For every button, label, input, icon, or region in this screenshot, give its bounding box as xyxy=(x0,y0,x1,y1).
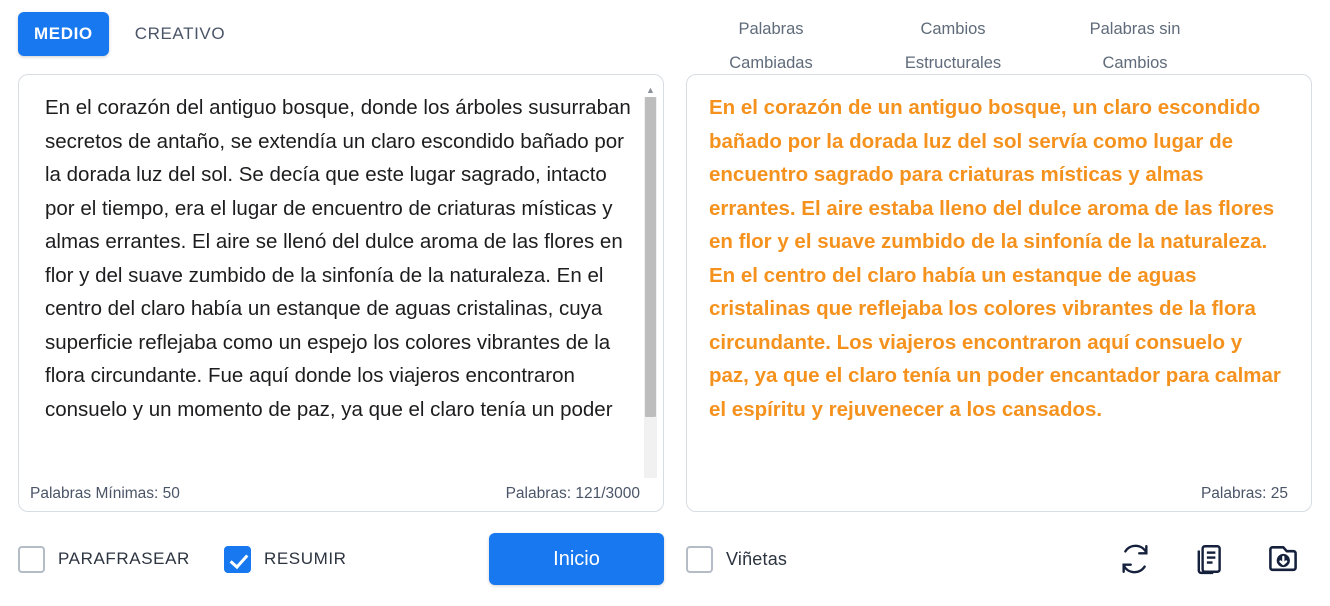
bottom-left-controls xyxy=(18,533,664,585)
mode-tab-creativo[interactable] xyxy=(119,12,241,56)
bottom-bar xyxy=(0,512,1330,606)
result-actions xyxy=(1114,538,1312,580)
result-text: En el corazón de un antiguo bosque, un claro escondido bañado por la dorada luz del sol servía como lugar de encuentro sagrado para criaturas místicas y almas errantes. El aire estaba lleno del dulce aroma de las flores en flor y el suave zumbido de la sinfonía de la naturaleza. En el centro del claro había un estanque de aguas cristalinas que reflejaba los colores vibrantes de la flora circundante. Los viajeros encontraron aquí consuelo y paz, ya que el claro tenía un poder encantador para calmar el espíritu y rejuvenecer a los cansados. xyxy=(709,96,1281,421)
legend-label-unchanged-words: Palabras sin Cambios xyxy=(1089,20,1181,72)
vinetas-checkbox[interactable] xyxy=(686,546,713,573)
legend-item-palabras-sin-cambios xyxy=(1038,12,1220,80)
source-word-count: Palabras: 121/3000 xyxy=(505,485,640,502)
start-button[interactable]: Inicio xyxy=(489,533,664,585)
parafrasear-checkbox[interactable] xyxy=(18,546,45,573)
legend xyxy=(664,12,1312,80)
bottom-right-controls xyxy=(664,538,1312,580)
legend-label-structural-changes: Cambios Estructurales xyxy=(904,20,1002,72)
checkbox-resumir[interactable] xyxy=(224,546,347,573)
resumir-checkbox[interactable] xyxy=(224,546,251,573)
resumir-label: RESUMIR xyxy=(263,549,347,568)
legend-item-cambios-estructurales xyxy=(856,12,1038,80)
result-text-pane[interactable] xyxy=(686,74,1312,512)
source-pane-footer xyxy=(20,478,662,510)
top-bar xyxy=(0,0,1330,74)
source-text-pane[interactable] xyxy=(18,74,664,512)
legend-label-changed-words: Palabras Cambiadas xyxy=(729,20,813,72)
scroll-up-icon[interactable]: ▲ xyxy=(646,84,655,95)
parafrasear-label: PARAFRASEAR xyxy=(58,549,190,568)
result-word-count: Palabras: 25 xyxy=(1200,485,1288,502)
source-text[interactable]: En el corazón del antiguo bosque, donde los árboles susurraban secretos de antaño, se extendía un claro escondido bañado por la dorada luz del sol. Se decía que este lugar sagrado, intacto por el tiempo, era el lugar de encuentro de criaturas místicas y almas errantes. El aire se llenó del dulce aroma de las flores en flor y del suave zumbido de la sinfonía de la naturaleza. En el centro del claro había un estanque de aguas cristalinas, cuya superficie reflejaba como un espejo los colores vibrantes de la flora circundante. Fue aquí donde los viajeros encontraron consuelo y un momento de paz, ya que el claro tenía un poder xyxy=(45,96,631,421)
copy-icon[interactable] xyxy=(1188,538,1230,580)
download-file-icon[interactable] xyxy=(1262,538,1304,580)
min-words-label: Palabras Mínimas: 50 xyxy=(30,485,180,502)
editor-panes xyxy=(0,74,1330,512)
legend-item-palabras-cambiadas xyxy=(674,12,856,80)
result-pane-footer xyxy=(688,478,1310,510)
mode-tab-group xyxy=(18,12,664,56)
scrollbar-thumb[interactable] xyxy=(645,97,656,417)
mode-tab-creativo-label: CREATIVO xyxy=(134,24,226,43)
mode-tab-medio[interactable] xyxy=(18,12,109,56)
checkbox-vinetas[interactable] xyxy=(686,546,787,573)
checkbox-parafrasear[interactable] xyxy=(18,546,190,573)
mode-tab-medio-label: MEDIO xyxy=(34,24,93,43)
refresh-icon[interactable] xyxy=(1114,538,1156,580)
source-scrollbar[interactable] xyxy=(644,83,657,503)
vinetas-label: Viñetas xyxy=(726,548,788,569)
